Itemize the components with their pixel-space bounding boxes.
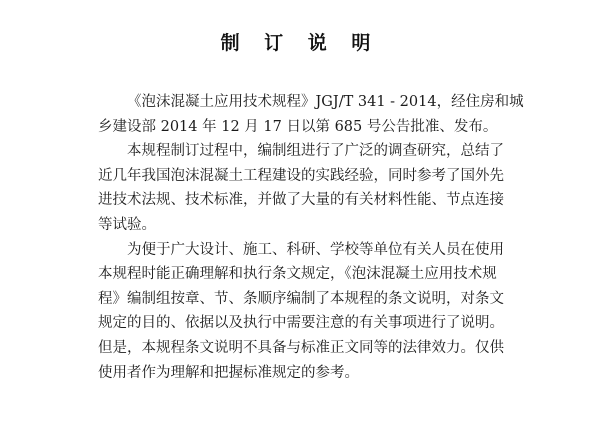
text-line: 但是，本规程条文说明不具备与标准正文同等的法律效力。仅供 (98, 339, 504, 356)
body-text (98, 90, 558, 385)
text-line: 乡建设部 2014 年 12 月 17 日以第 685 号公告批准、发布。 (98, 118, 498, 135)
paragraph-1 (98, 90, 558, 139)
text-line: 使用者作为理解和把握标准规定的参考。 (98, 364, 359, 381)
text-line: 为便于广大设计、施工、科研、学校等单位有关人员在使用 (127, 241, 504, 258)
text-line: 本规程制订过程中，编制组进行了广泛的调查研究，总结了 (127, 143, 504, 160)
paragraph-2 (98, 139, 558, 237)
text-line: 进技术法规、技术标准，并做了大量的有关材料性能、节点连接 (98, 192, 504, 209)
text-line: 等试验。 (98, 216, 156, 233)
text-line: 规定的目的、依据以及执行中需要注意的有关事项进行了说明。 (98, 315, 504, 332)
paragraph-3 (98, 238, 558, 386)
text-line: 《泡沫混凝土应用技术规程》JGJ/T 341 - 2014，经住房和城 (127, 94, 524, 110)
page-title: 制 订 说 明 (220, 32, 380, 54)
text-line: 本规程时能正确理解和执行条文规定，《泡沫混凝土应用技术规 (98, 266, 497, 283)
text-line: 程》编制组按章、节、条顺序编制了本规程的条文说明，对条文 (98, 290, 504, 307)
text-line: 近几年我国泡沫混凝土工程建设的实践经验，同时参考了国外先 (98, 167, 504, 184)
